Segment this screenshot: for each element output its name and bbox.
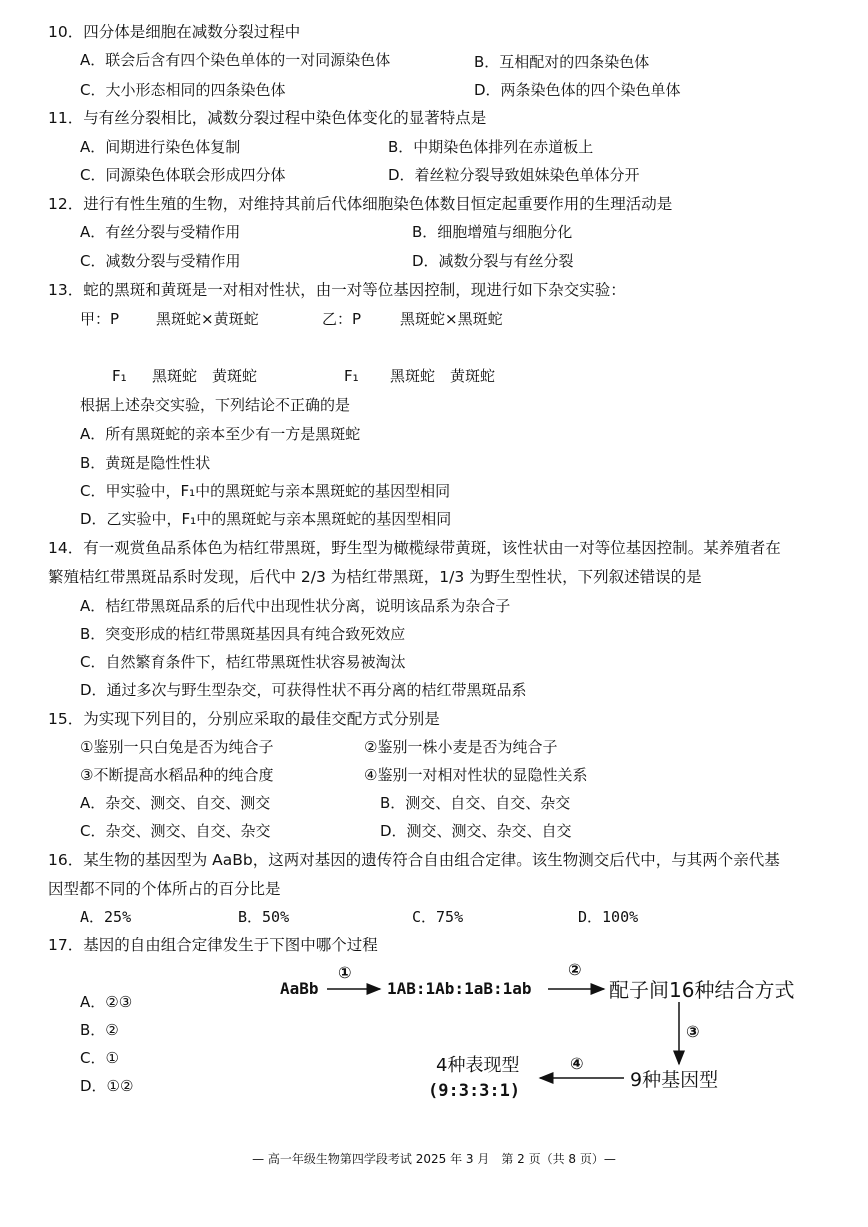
q10-option-a: A．联会后含有四个染色单体的一对同源染色体 bbox=[80, 51, 391, 69]
q13-jia-p: 甲：P bbox=[80, 310, 120, 328]
q13-option-b: B．黄斑是隐性性状 bbox=[80, 454, 211, 472]
q10-option-b: B．互相配对的四条染色体 bbox=[474, 53, 650, 71]
q16-stem-line1: 16．某生物的基因型为 AaBb，这两对基因的遗传符合自由组合定律。该生物测交后代中，与其两个亲代基 bbox=[48, 851, 780, 869]
q13-yi-p: 乙：P bbox=[322, 310, 362, 328]
q14-stem-line1: 14．有一观赏鱼品系体色为桔红带黑斑，野生型为橄榄绿带黄斑，该性状由一对等位基因控制。某养殖者在 bbox=[48, 539, 781, 557]
q15-option-b: B．测交、自交、自交、杂交 bbox=[380, 794, 571, 812]
q13-option-d: D．乙实验中，F₁中的黑斑蛇与亲本黑斑蛇的基因型相同 bbox=[80, 510, 452, 528]
q14-option-b: B．突变形成的桔红带黑斑基因具有纯合致死效应 bbox=[80, 625, 406, 643]
q10-option-c: C．大小形态相同的四条染色体 bbox=[80, 81, 286, 99]
q17-option-b: B．② bbox=[80, 1021, 119, 1039]
q13-yi-cross: 黑斑蛇×黑斑蛇 bbox=[400, 310, 503, 328]
q13-yi-f1: 黑斑蛇 黄斑蛇 bbox=[390, 367, 496, 385]
q11-option-c: C．同源染色体联会形成四分体 bbox=[80, 166, 286, 184]
q12-option-c: C．减数分裂与受精作用 bbox=[80, 252, 241, 270]
diagram-combinations: 配子间16种结合方式 bbox=[609, 978, 795, 1002]
diagram-ratio: (9:3:3:1) bbox=[428, 1081, 521, 1101]
q16-option-b: B．50% bbox=[238, 908, 290, 926]
q15-option-c: C．杂交、测交、自交、杂交 bbox=[80, 822, 271, 840]
q15-purpose-3: ③不断提高水稻品种的纯合度 bbox=[80, 766, 274, 784]
q14-option-a: A．桔红带黑斑品系的后代中出现性状分离，说明该品系为杂合子 bbox=[80, 597, 511, 615]
q16-option-a: A．25% bbox=[80, 908, 132, 926]
q12-stem: 12．进行有性生殖的生物，对维持其前后代体细胞染色体数目恒定起重要作用的生理活动是 bbox=[48, 195, 673, 213]
q15-option-d: D．测交、测交、杂交、自交 bbox=[380, 822, 572, 840]
q15-purpose-2: ②鉴别一株小麦是否为纯合子 bbox=[364, 738, 558, 756]
diagram-step-3: ③ bbox=[686, 1022, 700, 1041]
q17-option-d: D．①② bbox=[80, 1077, 134, 1095]
q12-option-a: A．有丝分裂与受精作用 bbox=[80, 223, 241, 241]
q13-option-c: C．甲实验中，F₁中的黑斑蛇与亲本黑斑蛇的基因型相同 bbox=[80, 482, 451, 500]
q10-option-d: D．两条染色体的四个染色单体 bbox=[474, 81, 681, 99]
q17-stem: 17．基因的自由组合定律发生于下图中哪个过程 bbox=[48, 936, 378, 954]
q13-jia-cross: 黑斑蛇×黄斑蛇 bbox=[156, 310, 259, 328]
q16-option-d: D．100% bbox=[578, 908, 639, 926]
q13-jia-f1: 黑斑蛇 黄斑蛇 bbox=[152, 367, 258, 385]
q15-purpose-4: ④鉴别一对相对性状的显隐性关系 bbox=[364, 766, 588, 784]
q13-option-a: A．所有黑斑蛇的亲本至少有一方是黑斑蛇 bbox=[80, 425, 361, 443]
q17-option-a: A．②③ bbox=[80, 993, 133, 1011]
q11-option-d: D．着丝粒分裂导致姐妹染色单体分开 bbox=[388, 166, 640, 184]
q12-option-b: B．细胞增殖与细胞分化 bbox=[412, 223, 573, 241]
q15-stem: 15．为实现下列目的，分别应采取的最佳交配方式分别是 bbox=[48, 710, 440, 728]
q14-option-d: D．通过多次与野生型杂交，可获得性状不再分离的桔红带黑斑品系 bbox=[80, 681, 527, 699]
q14-stem-line2: 繁殖桔红带黑斑品系时发现，后代中 2/3 为桔红带黑斑，1/3 为野生型性状，下列叙述错误的是 bbox=[48, 568, 702, 586]
diagram-parent-genotype: AaBb bbox=[280, 979, 319, 998]
q13-yi-f1-label: F₁ bbox=[344, 367, 359, 385]
q14-option-c: C．自然繁育条件下，桔红带黑斑性状容易被淘汰 bbox=[80, 653, 406, 671]
diagram-step-2: ② bbox=[568, 960, 582, 979]
diagram-genotypes: 9种基因型 bbox=[630, 1069, 719, 1091]
diagram-step-1: ① bbox=[338, 963, 352, 982]
q12-option-d: D．减数分裂与有丝分裂 bbox=[412, 252, 574, 270]
q13-lead: 根据上述杂交实验，下列结论不正确的是 bbox=[80, 396, 351, 414]
q15-option-a: A．杂交、测交、自交、测交 bbox=[80, 794, 271, 812]
q13-jia-f1-label: F₁ bbox=[112, 367, 127, 385]
q11-option-a: A．间期进行染色体复制 bbox=[80, 138, 241, 156]
q10-stem: 10．四分体是细胞在减数分裂过程中 bbox=[48, 23, 301, 41]
q16-stem-line2: 因型都不同的个体所占的百分比是 bbox=[48, 880, 281, 898]
q13-stem: 13．蛇的黑斑和黄斑是一对相对性状，由一对等位基因控制，现进行如下杂交实验： bbox=[48, 281, 626, 299]
q17-option-c: C．① bbox=[80, 1049, 119, 1067]
diagram-gametes: 1AB:1Ab:1aB:1ab bbox=[387, 979, 532, 998]
q15-purpose-1: ①鉴别一只白兔是否为纯合子 bbox=[80, 738, 274, 756]
q16-option-c: C．75% bbox=[412, 908, 464, 926]
q11-option-b: B．中期染色体排列在赤道板上 bbox=[388, 138, 594, 156]
page-footer: — 高一年级生物第四学段考试 2025 年 3 月 第 2 页（共 8 页）— bbox=[252, 1152, 616, 1166]
diagram-phenotypes: 4种表现型 bbox=[436, 1055, 520, 1076]
q11-stem: 11．与有丝分裂相比，减数分裂过程中染色体变化的显著特点是 bbox=[48, 109, 487, 127]
diagram-step-4: ④ bbox=[570, 1054, 584, 1073]
